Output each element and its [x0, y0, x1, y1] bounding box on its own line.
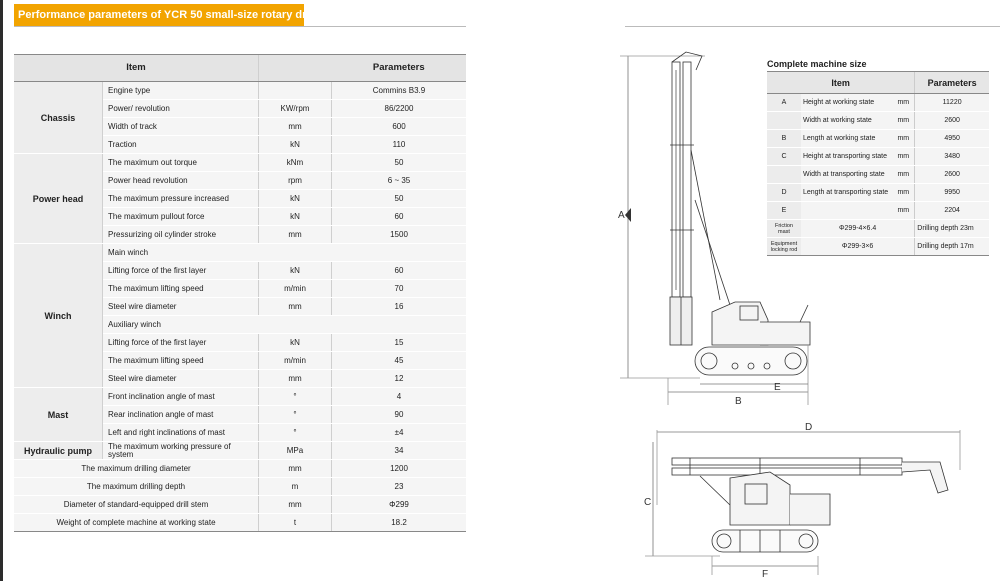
header-item: Item	[14, 55, 259, 82]
group-hydraulic-pump: Hydraulic pump	[14, 442, 103, 460]
table-row: Friction mast Φ299-4×6.4 Drilling depth 23m	[767, 220, 989, 238]
table-row: The maximum pullout force kN 60	[14, 208, 466, 226]
table-row: Lifting force of the first layer kN 60	[14, 262, 466, 280]
dim-label-f: F	[762, 569, 769, 580]
table-row: Left and right inclinations of mast ° ±4	[14, 424, 466, 442]
table-row: Winch Main winch	[14, 244, 466, 262]
table-row: Steel wire diameter mm 16	[14, 298, 466, 316]
group-power-head: Power head	[14, 154, 103, 244]
table-row: Weight of complete machine at working state t 18.2	[14, 514, 466, 532]
table-row: Auxiliary winch	[14, 316, 466, 334]
size-table-title: Complete machine size	[767, 59, 867, 69]
table-row: Width at transporting state mm 2600	[767, 166, 989, 184]
group-chassis: Chassis	[14, 82, 103, 154]
table-row: The maximum lifting speed m/min 70	[14, 280, 466, 298]
group-mast: Mast	[14, 388, 103, 442]
table-row: The maximum drilling depth m 23	[14, 478, 466, 496]
table-row: Mast Front inclination angle of mast ° 4	[14, 388, 466, 406]
table-row: E mm 2204	[767, 202, 989, 220]
table-row: Equipment locking rod Φ299-3×6 Drilling depth 17m	[767, 238, 989, 256]
top-view-drawing	[645, 430, 960, 575]
size-header-parameters: Parameters	[915, 72, 989, 94]
table-row: The maximum drilling diameter mm 1200	[14, 460, 466, 478]
table-row: Chassis Engine type Commins B3.9	[14, 82, 466, 100]
table-row: Steel wire diameter mm 12	[14, 370, 466, 388]
table-row: Power head The maximum out torque kNm 50	[14, 154, 466, 172]
dim-label-d: D	[805, 422, 813, 433]
page-title: Performance parameters of YCR 50 small-size rotary drilling rig	[14, 4, 304, 26]
dim-label-b: B	[735, 396, 742, 407]
table-row: Lifting force of the first layer kN 15	[14, 334, 466, 352]
table-row: C Height at transporting state mm 3480	[767, 148, 989, 166]
group-winch: Winch	[14, 244, 103, 388]
table-row: B Length at working state mm 4950	[767, 130, 989, 148]
table-row: Width of track mm 600	[14, 118, 466, 136]
header-parameters: Parameters	[332, 55, 467, 82]
table-row: D Length at transporting state mm 9950	[767, 184, 989, 202]
dim-label-c: C	[644, 497, 652, 508]
dim-label-a: A	[618, 210, 625, 221]
side-view-drawing	[620, 52, 810, 405]
table-row: Width at working state mm 2600	[767, 112, 989, 130]
dim-label-e: E	[774, 382, 781, 393]
table-row: Diameter of standard-equipped drill stem mm Φ299	[14, 496, 466, 514]
table-row: Traction kN 110	[14, 136, 466, 154]
table-row: The maximum lifting speed m/min 45	[14, 352, 466, 370]
table-row: A Height at working state mm 11220	[767, 94, 989, 112]
table-row: Rear inclination angle of mast ° 90	[14, 406, 466, 424]
table-row: The maximum pressure increased kN 50	[14, 190, 466, 208]
table-row: Hydraulic pump The maximum working pressure of system MPa 34	[14, 442, 466, 460]
table-row: Power head revolution rpm 6 ~ 35	[14, 172, 466, 190]
size-header-item: Item	[767, 72, 915, 94]
table-row: Power/ revolution KW/rpm 86/2200	[14, 100, 466, 118]
table-row: Pressurizing oil cylinder stroke mm 1500	[14, 226, 466, 244]
